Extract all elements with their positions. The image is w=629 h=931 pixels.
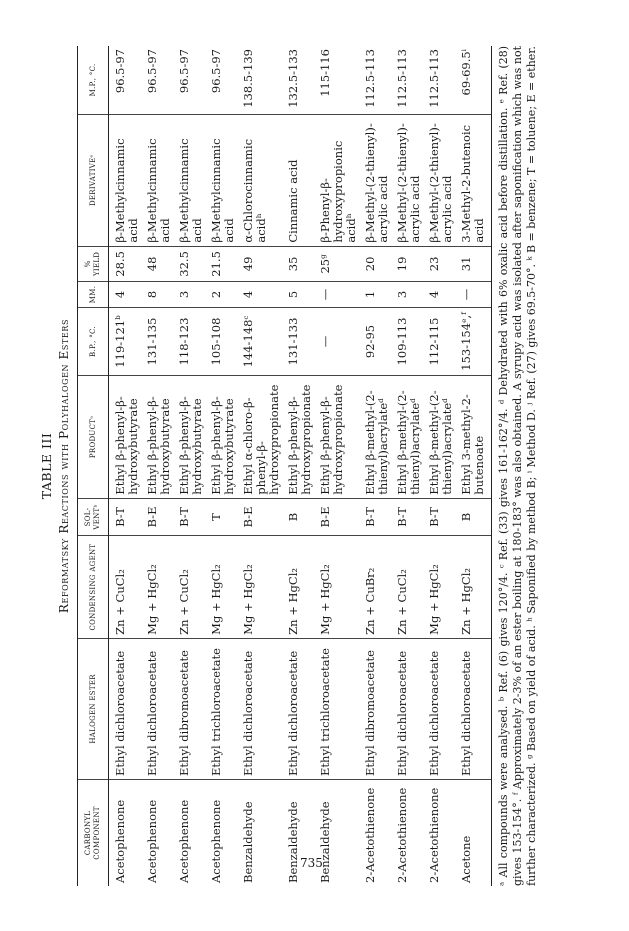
cell-ester: Ethyl trichloroacetate bbox=[207, 638, 239, 779]
cell-ester: Ethyl dichloroacetate bbox=[143, 638, 175, 779]
cell-derivative: β-Methyl-(2-thienyl)-acrylic acid bbox=[393, 114, 425, 246]
cell-agent: Mg + HgCl₂ bbox=[425, 535, 457, 638]
cell-mp: 96.5-97 bbox=[108, 46, 143, 114]
cell-yield: 20 bbox=[361, 246, 393, 282]
header-mp: M.P., °C. bbox=[77, 46, 108, 114]
cell-bp: 144-148ᶜ bbox=[239, 307, 284, 375]
header-carbonyl: CARBONYL COMPONENT bbox=[77, 779, 108, 886]
cell-bp: 92-95 bbox=[361, 307, 393, 375]
cell-mp: 138.5-139 bbox=[239, 46, 284, 114]
cell-mm: — bbox=[316, 281, 361, 307]
cell-product: Ethyl α-chloro-β-phenyl-β-hydroxypropionate bbox=[239, 375, 284, 497]
cell-bp: 131-133 bbox=[284, 307, 316, 375]
cell-carbonyl: Acetone bbox=[457, 779, 492, 886]
cell-agent: Mg + HgCl₂ bbox=[239, 535, 284, 638]
cell-product: Ethyl β-phenyl-β-hydroxybutyrate bbox=[143, 375, 175, 497]
cell-agent: Zn + CuCl₂ bbox=[175, 535, 207, 638]
cell-solvent: B-T bbox=[108, 498, 143, 536]
cell-product: Ethyl β-phenyl-β-hydroxypropionate bbox=[284, 375, 316, 497]
table-row bbox=[207, 46, 239, 886]
cell-carbonyl: Benzaldehyde bbox=[285, 801, 300, 883]
cell-mm: 4 bbox=[239, 281, 284, 307]
cell-carbonyl: Acetophenone bbox=[176, 799, 191, 883]
rotated-table-block bbox=[35, 46, 595, 886]
cell-ester: Ethyl dichloroacetate bbox=[108, 638, 143, 779]
table-row bbox=[284, 46, 316, 886]
cell-mm: 3 bbox=[393, 281, 425, 307]
cell-product: Ethyl 3-methyl-2-butenoate bbox=[457, 375, 492, 497]
cell-product: Ethyl β-phenyl-β-hydroxypropionate bbox=[316, 375, 361, 497]
cell-product: Ethyl β-phenyl-β-hydroxybutyrate bbox=[108, 375, 143, 497]
header-ester: HALOGEN ESTER bbox=[77, 638, 108, 779]
cell-yield: 35 bbox=[284, 246, 316, 282]
cell-product: Ethyl β-methyl-(2-thienyl)acrylateᵈ bbox=[361, 375, 393, 497]
cell-yield: 32.5 bbox=[175, 246, 207, 282]
cell-carbonyl: 2-Acetothienone bbox=[394, 787, 409, 883]
cell-mm: 4 bbox=[108, 281, 143, 307]
cell-agent: Zn + CuCl₂ bbox=[108, 535, 143, 638]
cell-carbonyl: 2-Acetothienone bbox=[362, 787, 377, 883]
table-label: TABLE III bbox=[38, 432, 54, 499]
header-product: PRODUCTᵃ bbox=[77, 375, 108, 497]
cell-bp: 153-154ᵉ,ᶠ bbox=[457, 307, 492, 375]
cell-ester: Ethyl dichloroacetate bbox=[239, 638, 284, 779]
table-footnotes: ᵃ All compounds were analysed. ᵇ Ref. (6) gives 120°/4. ᶜ Ref. (33) gives 161-162°/4. ᵈ Dehydrated with 6% oxalic acid before distillation. ᵉ Ref. (28) gives 153-154°. ᶠ Approximately 2-3% of an ester boiling at 180-183° was also obtained. A syrupy acid was isolated after saponification which was not further characterized. ᵍ Based on yield of acid. ʰ Saponified by method B; ⁱ Method D. ʲ Ref. (27) gives 69.5-70°. ᵏ B = benzene; T = toluene; E = ether. bbox=[496, 45, 538, 886]
cell-carbonyl: Acetophenone bbox=[208, 799, 223, 883]
cell-mp: 115-116 bbox=[316, 46, 361, 114]
table-body bbox=[108, 46, 491, 886]
cell-mp: 69-69.5ⁱ bbox=[457, 46, 492, 114]
cell-yield: 31 bbox=[457, 246, 492, 282]
header-row bbox=[77, 46, 108, 886]
cell-mm: 2 bbox=[207, 281, 239, 307]
cell-agent: Mg + HgCl₂ bbox=[207, 535, 239, 638]
cell-solvent: B-E bbox=[239, 498, 284, 536]
cell-mp: 112.5-113 bbox=[393, 46, 425, 114]
cell-mp: 96.5-97 bbox=[175, 46, 207, 114]
cell-derivative: Cinnamic acid bbox=[284, 114, 316, 246]
cell-bp: 112-115 bbox=[425, 307, 457, 375]
table-row bbox=[316, 46, 361, 886]
table-row bbox=[457, 46, 492, 886]
cell-agent: Zn + CuBr₂ bbox=[361, 535, 393, 638]
cell-product: Ethyl β-phenyl-β-hydroxybutyrate bbox=[175, 375, 207, 497]
cell-mm: 5 bbox=[284, 281, 316, 307]
cell-derivative: β-Methyl-(2-thienyl)-acrylic acid bbox=[425, 114, 457, 246]
cell-ester: Ethyl dichloroacetate bbox=[393, 638, 425, 779]
cell-mp: 112.5-113 bbox=[425, 46, 457, 114]
cell-mm: 8 bbox=[143, 281, 175, 307]
cell-ester: Ethyl dichloroacetate bbox=[457, 638, 492, 779]
cell-derivative: β-Methylcinnamic acid bbox=[108, 114, 143, 246]
header-mm: MM. bbox=[77, 281, 108, 307]
cell-mm: — bbox=[457, 281, 492, 307]
table-row bbox=[361, 46, 393, 886]
header-agent: CONDENSING AGENT bbox=[77, 535, 108, 638]
cell-solvent: B-T bbox=[175, 498, 207, 536]
cell-solvent: B-T bbox=[393, 498, 425, 536]
reformatsky-table bbox=[77, 46, 492, 886]
cell-derivative: 3-Methyl-2-butenoic acid bbox=[457, 114, 492, 246]
cell-derivative: β-Methylcinnamic acid bbox=[143, 114, 175, 246]
header-derivative: DERIVATIVEᵉ bbox=[77, 114, 108, 246]
cell-product: Ethyl β-phenyl-β-hydroxybutyrate bbox=[207, 375, 239, 497]
cell-yield: 23 bbox=[425, 246, 457, 282]
cell-agent: Mg + HgCl₂ bbox=[316, 535, 361, 638]
table-title: Reformatsky Reactions with Polyhalogen Esters bbox=[56, 318, 71, 613]
cell-bp: 118-123 bbox=[175, 307, 207, 375]
cell-solvent: B bbox=[284, 498, 316, 536]
cell-carbonyl: Acetophenone bbox=[112, 799, 127, 883]
cell-agent: Zn + CuCl₂ bbox=[393, 535, 425, 638]
cell-derivative: β-Phenyl-β-hydroxypropionic acidʰ bbox=[316, 114, 361, 246]
cell-mm: 4 bbox=[425, 281, 457, 307]
cell-mp: 132.5-133 bbox=[284, 46, 316, 114]
cell-agent: Zn + HgCl₂ bbox=[457, 535, 492, 638]
cell-mp: 112.5-113 bbox=[361, 46, 393, 114]
cell-solvent: B-E bbox=[316, 498, 361, 536]
table-row bbox=[175, 46, 207, 886]
cell-agent: Mg + HgCl₂ bbox=[143, 535, 175, 638]
cell-carbonyl: Acetophenone bbox=[144, 799, 159, 883]
cell-yield: 49 bbox=[239, 246, 284, 282]
cell-solvent: B-T bbox=[425, 498, 457, 536]
cell-ester: Ethyl dichloroacetate bbox=[425, 638, 457, 779]
cell-derivative: β-Methylcinnamic acid bbox=[207, 114, 239, 246]
header-bp: B.P., °C. bbox=[77, 307, 108, 375]
cell-solvent: B bbox=[457, 498, 492, 536]
cell-derivative: α-Chlorocinnamic acidʰ bbox=[239, 114, 284, 246]
table-row bbox=[239, 46, 284, 886]
cell-product: Ethyl β-methyl-(2-thienyl)acrylateᵈ bbox=[393, 375, 425, 497]
cell-yield: 21.5 bbox=[207, 246, 239, 282]
table-row bbox=[108, 46, 143, 886]
cell-solvent: B-E bbox=[143, 498, 175, 536]
header-yield: % YIELD bbox=[77, 246, 108, 282]
cell-yield: 25ᵍ bbox=[316, 246, 361, 282]
cell-bp: 131-135 bbox=[143, 307, 175, 375]
cell-carbonyl: Benzaldehyde bbox=[240, 801, 255, 883]
cell-ester: Ethyl trichloroacetate bbox=[316, 638, 361, 779]
cell-yield: 28.5 bbox=[108, 246, 143, 282]
cell-ester: Ethyl dibromoacetate bbox=[361, 638, 393, 779]
table-row bbox=[393, 46, 425, 886]
cell-bp: 105-108 bbox=[207, 307, 239, 375]
cell-ester: Ethyl dichloroacetate bbox=[284, 638, 316, 779]
cell-solvent: T bbox=[207, 498, 239, 536]
cell-ester: Ethyl dibromoacetate bbox=[175, 638, 207, 779]
cell-yield: 48 bbox=[143, 246, 175, 282]
cell-agent: Zn + HgCl₂ bbox=[284, 535, 316, 638]
cell-mm: 3 bbox=[175, 281, 207, 307]
page-number: 735 bbox=[300, 856, 323, 870]
cell-bp: — bbox=[316, 307, 361, 375]
cell-derivative: β-Methyl-(2-thienyl)-acrylic acid bbox=[361, 114, 393, 246]
cell-mp: 96.5-97 bbox=[143, 46, 175, 114]
cell-derivative: β-Methylcinnamic acid bbox=[175, 114, 207, 246]
cell-carbonyl: 2-Acetothienone bbox=[426, 787, 441, 883]
header-solvent: SOL-VENTᵇ bbox=[77, 498, 108, 536]
cell-solvent: B-T bbox=[361, 498, 393, 536]
cell-mm: 1 bbox=[361, 281, 393, 307]
cell-mp: 96.5-97 bbox=[207, 46, 239, 114]
table-row bbox=[143, 46, 175, 886]
cell-product: Ethyl β-methyl-(2-thienyl)acrylateᵈ bbox=[425, 375, 457, 497]
table-row bbox=[425, 46, 457, 886]
cell-bp: 119-121ᵇ bbox=[108, 307, 143, 375]
cell-bp: 109-113 bbox=[393, 307, 425, 375]
table-caption bbox=[39, 46, 71, 886]
cell-carbonyl: Benzaldehyde bbox=[317, 801, 332, 883]
cell-yield: 19 bbox=[393, 246, 425, 282]
